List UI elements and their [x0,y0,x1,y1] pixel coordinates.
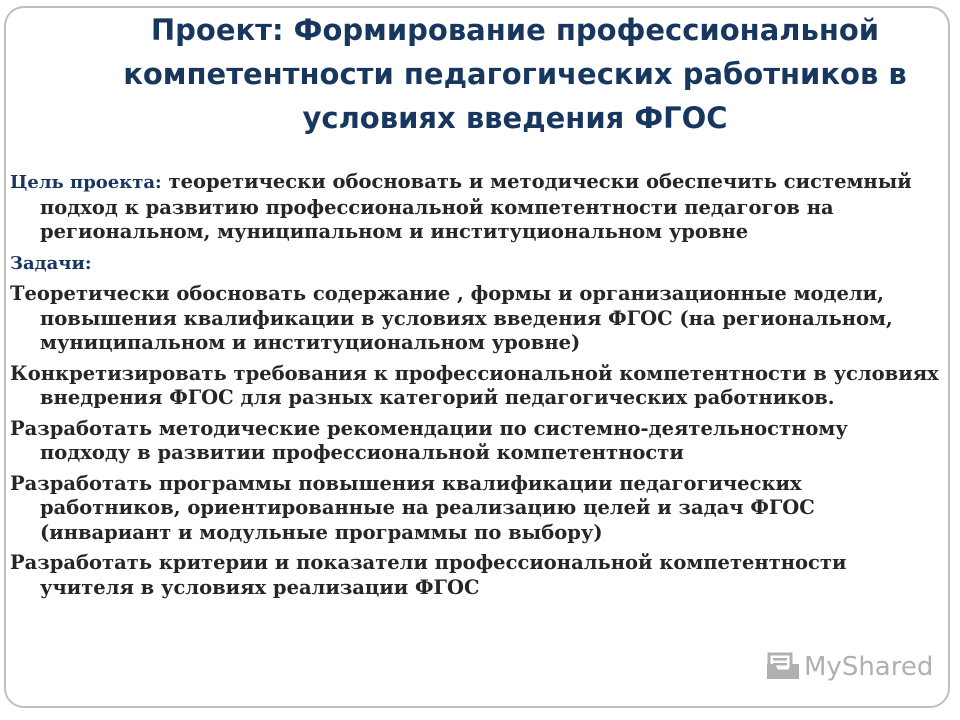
task-item: Разработать программы повышения квалификации педагогических работников, ориентированные на реализацию целей и задач ФГОС (инвариант и модульные программы по выбору) [10,471,815,544]
task-item: Теоретически обосновать содержание , формы и организационные модели, повышения квалификации в условиях введения ФГОС (на региональном, муниципальном и институциональном уровне) [10,282,893,354]
task-item: Разработать критерии и показатели профессиональной компетентности учителя в условиях реализации ФГОС [10,551,847,599]
watermark [766,652,933,682]
tasks-label: Задачи: [10,252,92,274]
goal-text: теоретически обосновать и методически обеспечить системный подход к развитию профессиональной компетентности педагогов на региональном, муниципальном и институциональном уровне [40,170,912,243]
slide-title: Проект: Формирование профессиональной компетентности педагогических работников в условиях введения ФГОС [123,13,907,135]
watermark-text: MyShared [804,652,934,682]
goal-paragraph [10,170,940,245]
task-item: Разработать методические рекомендации по системно-деятельностному подходу в развитии профессиональной компетентности [10,416,848,464]
slide-content [10,170,940,606]
mail-tray-icon [766,652,800,682]
tasks-heading-paragraph [10,251,940,277]
goal-label: Цель проекта: [10,172,162,193]
task-item: Конкретизировать требования к профессиональной компетентности в условиях внедрения ФГОС для разных категорий педагогических работников. [10,361,939,409]
